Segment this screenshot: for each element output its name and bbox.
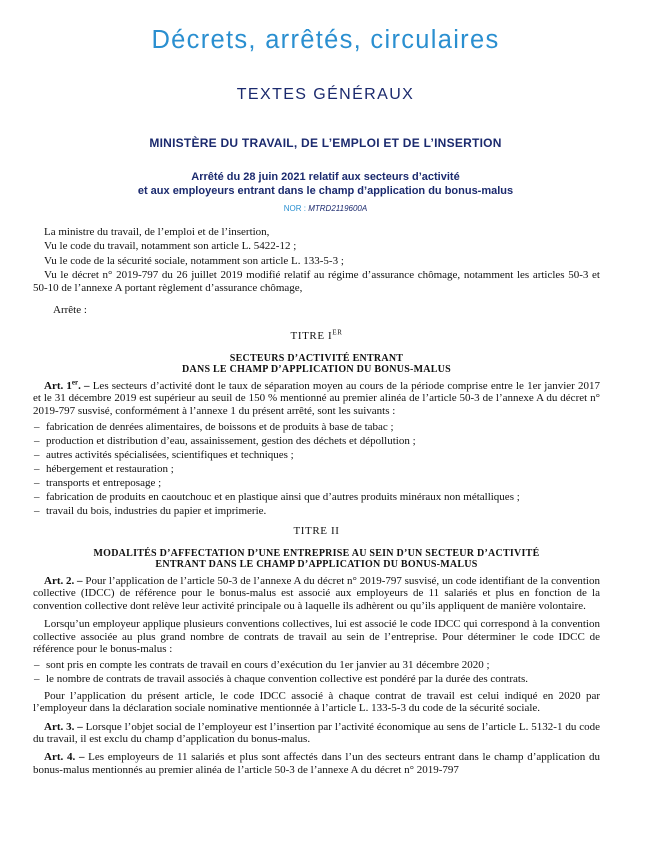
preamble-vu-1: Vu le code du travail, notamment son article L. 5422-12 ; [44,240,297,253]
article-1-label-dash: . – [78,379,90,392]
titre-1-label [33,330,600,342]
article-4-label: Art. 4. – [44,751,85,764]
preamble-intro: La ministre du travail, de l’emploi et de l’insertion, [44,226,270,238]
rubric-banner: Décrets, arrêtés, circulaires [151,26,500,54]
article-1-body: Les secteurs d’activité dont le taux de séparation moyen au cours de la période comprise entre le 1er janvier 2017 et le 31 décembre 2019 est supérieur au seuil de 150 % mentionné au premier alinéa de l’article 50-3 de l’annexe A du décret n° 2019-797 susvisé, conformément à l’annexe 1 du présent arrêté, sont les suivants : [33,379,600,417]
section-title: TEXTES GÉNÉRAUX [236,86,415,103]
article-1-text [33,380,600,417]
titre-2-heading-line-2: ENTRANT DANS LE CHAMP D’APPLICATION DU BONUS-MALUS [155,559,478,571]
article-3-text [33,721,600,746]
titre-1-label-main: TITRE I [290,330,333,343]
article-2-paragraph-1 [33,575,600,612]
nor-reference [0,204,651,213]
article-2-paragraph-2: Lorsqu’un employeur applique plusieurs conventions collectives, lui est associé le code IDCC qui correspond à la convention collective associée au plus grand nombre de contrats de travail au sein de l’entreprise. Pour déterminer le code IDCC de référence pour le bonus-malus : [33,618,600,655]
titre-2-heading [33,548,600,571]
list-item: – production et distribution d’eau, assainissement, gestion des déchets et dépollution ; [33,435,600,447]
article-2-criteria-list [33,659,600,685]
titre-2-label: TITRE II [293,525,340,538]
document-body [33,226,600,780]
list-item: – sont pris en compte les contrats de travail en cours d’exécution du 1er janvier au 31 décembre 2020 ; [33,659,600,671]
preamble [33,226,600,294]
titre-1-heading [33,353,600,376]
arrete-formula: Arrête : [53,304,87,317]
list-item: – travail du bois, industries du papier et imprimerie. [33,505,600,517]
arrete-title [0,170,651,198]
article-3-label: Art. 3. – [44,720,83,733]
list-item: – autres activités spécialisées, scientifiques et techniques ; [33,449,600,461]
list-item: – le nombre de contrats de travail associés à chaque convention collective est pondéré par la durée des contrats. [33,673,600,685]
article-1-label-main: Art. 1 [44,379,72,392]
article-4-text [33,751,600,776]
article-2-label: Art. 2. – [44,574,83,587]
ministry-title: MINISTÈRE DU TRAVAIL, DE L’EMPLOI ET DE L’INSERTION [149,136,502,150]
preamble-vu-3: Vu le décret n° 2019-797 du 26 juillet 2019 modifié relatif au régime d’assurance chômage, notamment les articles 50-3 et 50-10 de l’annexe A portant règlement d’assurance chômage, [33,269,600,294]
article-2-paragraph-3: Pour l’application du présent article, le code IDCC associé à chaque contrat de travail est celui indiqué en 2020 par l’employeur dans la déclaration sociale nominative mentionnée à l’article L. 133-5-3 du code de la sécurité sociale. [33,689,600,715]
article-1 [33,380,600,518]
preamble-vu-2: Vu le code de la sécurité sociale, notamment son article L. 133-5-3 ; [44,254,344,267]
titre-2-heading-line-1: MODALITÉS D’AFFECTATION D’UNE ENTREPRISE AU SEIN D’UN SECTEUR D’ACTIVITÉ [93,547,540,559]
titre-1-label-sup: ER [332,328,343,337]
nor-value: MTRD2119600A [308,204,368,213]
arrete-title-line-1: Arrêté du 28 juin 2021 relatif aux secteurs d’activité [191,171,460,183]
article-3 [33,721,600,746]
list-item: – fabrication de produits en caoutchouc et en plastique ainsi que d’autres produits minéraux non métalliques ; [33,491,600,503]
titre-1-heading-line-2: DANS LE CHAMP D’APPLICATION DU BONUS-MALUS [182,364,451,376]
arrete-title-line-2: et aux employeurs entrant dans le champ d’application du bonus-malus [137,185,514,197]
article-2 [33,575,600,715]
article-2-body: Pour l’application de l’article 50-3 de l’annexe A du décret n° 2019-797 susvisé, un code identifiant de la convention collective (IDCC) de référence pour le bonus-malus est associé aux employeurs de 11 salariés et plus en fonction de la convention collective dont relève leur activité principale ou à laquelle ils adhèrent ou qu’ils appliquent de manière volontaire. [33,574,600,612]
article-1-label-sup: er [71,378,79,387]
list-item: – hébergement et restauration ; [33,463,600,475]
article-3-body: Lorsque l’objet social de l’employeur est l’insertion par l’activité économique au sens de l’article L. 5132-1 du code du travail, il est exclu du champ d’application du bonus-malus. [33,720,600,745]
list-item: – transports et entreposage ; [33,477,600,489]
nor-label: NOR : [283,204,309,213]
titre-1-heading-line-1: SECTEURS D’ACTIVITÉ ENTRANT [229,352,404,364]
article-1-sector-list [33,421,600,517]
article-4 [33,751,600,776]
article-1-label [44,380,90,392]
article-4-body: Les employeurs de 11 salariés et plus sont affectés dans l’un des secteurs entrant dans le champ d’application du bonus-malus mentionnés au premier alinéa de l’article 50-3 de l’annexe A du décret n° 2019-797 [33,751,600,776]
list-item: – fabrication de denrées alimentaires, de boissons et de produits à base de tabac ; [33,421,600,433]
